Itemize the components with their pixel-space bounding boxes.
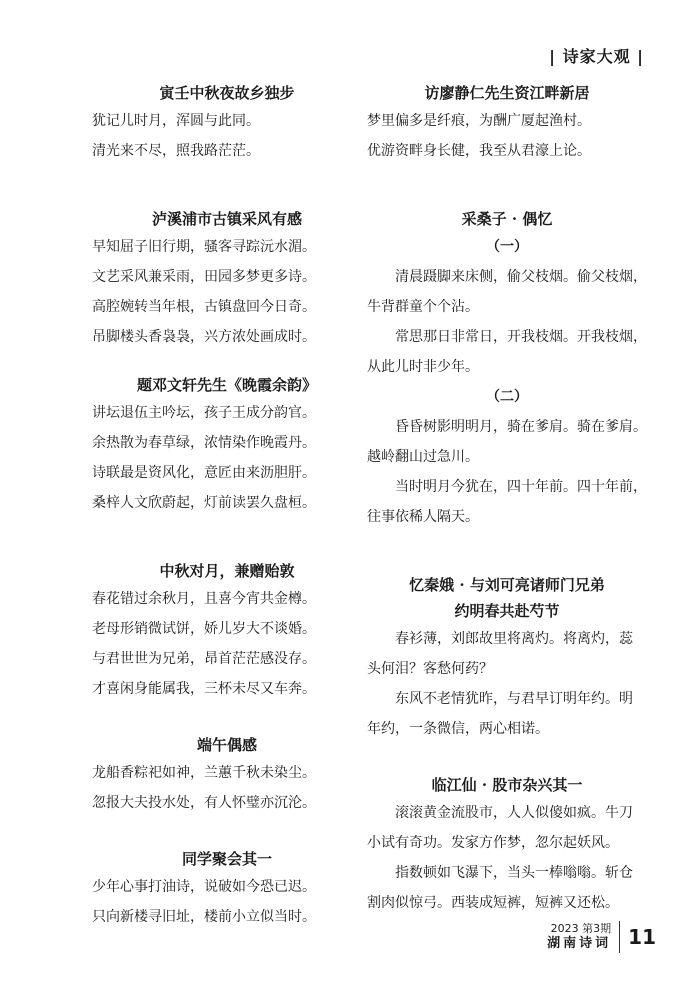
- page-number: 11: [628, 925, 656, 949]
- poem: [367, 772, 647, 918]
- poem-line: 小试有奇功。发家方作梦，忽尔起妖风。: [367, 835, 619, 851]
- poem-line: 从此儿时非少年。: [367, 359, 479, 375]
- poem-line: 往事依稀人隔天。: [367, 509, 479, 525]
- poem-line: 文艺采风兼采雨，田园多梦更多诗。: [92, 269, 316, 285]
- poem-line: 吊脚楼头香袅袅，兴方浓处画成时。: [92, 329, 316, 345]
- poem-title: 泸溪浦市古镇采风有感: [151, 210, 302, 228]
- poem-title: 同学聚会其一: [181, 850, 272, 868]
- left-column: [92, 80, 362, 932]
- poem: [92, 372, 362, 518]
- poem: [92, 846, 362, 932]
- stanza-number: （一）: [486, 239, 528, 255]
- poem-line: 春衫薄，刘郎故里将离灼。将离灼，蕊: [395, 631, 633, 647]
- poem-line: 春花错过余秋月，且喜今宵共金樽。: [92, 591, 316, 607]
- issue-number: 2023 第3期: [550, 922, 612, 935]
- poem-line: 越岭翻山过急川。: [367, 449, 479, 465]
- poem-line: 梦里偏多是纤痕，为酬广厦起渔村。: [367, 113, 591, 129]
- poem-line: 头何泪？客愁何药？: [367, 661, 493, 677]
- issue-info: [547, 922, 611, 952]
- poem-line: 割肉似惊弓。西装成短裤，短裤又还松。: [367, 895, 619, 911]
- poem-line: 早知屈子旧行期，骚客寻踪沅水湄。: [92, 239, 316, 255]
- poem-line: 老母形销微试饼，娇儿岁大不谈婚。: [92, 621, 316, 637]
- poem-line: 指数顿如飞瀑下，当头一棒嗡嗡。斩仓: [395, 865, 633, 881]
- poem-line: 昏昏树影明明月，骑在爹肩。骑在爹肩。: [395, 419, 647, 435]
- poem-line: 清晨蹑脚来床侧，偷父枝烟。偷父枝烟，: [395, 269, 647, 285]
- poem-line: 诗联最是资风化，意匠由来沥胆肝。: [92, 465, 316, 481]
- poem: [92, 206, 362, 352]
- poem-line: 东风不老情犹昨，与君早订明年约。明: [395, 691, 633, 707]
- poem-title: 忆秦娥 · 与刘可亮诸师门兄弟: [409, 576, 605, 594]
- poem-title-continued: 约明春共赴芍节: [454, 602, 560, 620]
- poem: [92, 80, 362, 166]
- footer-divider: [619, 921, 620, 953]
- poem: [92, 732, 362, 818]
- poem-line: 优游资畔身长健，我至从君濠上论。: [367, 143, 591, 159]
- poem-line: 高腔婉转当年根，古镇盘回今日奇。: [92, 299, 316, 315]
- right-column: [367, 80, 647, 918]
- poem-line: 滚滚黄金流股市，人人似傻如疯。牛刀: [395, 805, 633, 821]
- stanza-number: （二）: [486, 389, 528, 405]
- poem-line: 与君世世为兄弟，昂首茫茫感没存。: [92, 651, 316, 667]
- poem-line: 少年心事打油诗，说破如今恐已迟。: [92, 879, 316, 895]
- poem: [92, 558, 362, 704]
- poem-line: 犹记儿时月，浑圆与此同。: [92, 113, 260, 129]
- poem-line: 才喜闲身能属我，三杯未尽又车奔。: [92, 681, 316, 697]
- poem-title: 寅壬中秋夜故乡独步: [159, 84, 295, 102]
- poem-line: 只向新楼寻旧址，楼前小立似当时。: [92, 909, 316, 925]
- poem-title: 临江仙 · 股市杂兴其一: [431, 776, 583, 794]
- poem-line: 余热散为春草绿，浓情染作晚霞丹。: [92, 435, 316, 451]
- poem-line: 桑梓人文欣蔚起，灯前读罢久盘桓。: [92, 495, 316, 511]
- poem-title: 中秋对月，兼赠贻敦: [159, 562, 295, 580]
- poem-line: 牛背群童个个沾。: [367, 299, 479, 315]
- poem-title: 采桑子 · 偶忆: [461, 210, 553, 228]
- poem-title: 端午偶感: [196, 736, 257, 754]
- poem: [367, 572, 647, 744]
- poem-line: 常思那日非常日，开我枝烟。开我枝烟，: [395, 329, 647, 345]
- poem-line: 忽报大夫投水处，有人怀璧亦沉沦。: [92, 795, 316, 811]
- magazine-name: 湖南诗词: [547, 936, 612, 951]
- poem-title: 题邓文轩先生《晚霞余韵》: [136, 376, 317, 394]
- page-footer: [547, 919, 656, 955]
- poem-line: 龙船香粽祀如神，兰蕙千秋未染尘。: [92, 765, 316, 781]
- poem-line: 讲坛退伍主吟坛，孩子王成分韵官。: [92, 405, 316, 421]
- poem-title: 访廖静仁先生资江畔新居: [424, 84, 590, 102]
- poem-line: 当时明月今犹在，四十年前。四十年前，: [395, 479, 647, 495]
- poem-line: 清光来不尽，照我路茫茫。: [92, 143, 260, 159]
- poem: [367, 80, 647, 166]
- poem: [367, 206, 647, 532]
- section-tag: | 诗家大观 |: [549, 47, 644, 66]
- poem-line: 年约，一条微信，两心相诺。: [367, 721, 549, 737]
